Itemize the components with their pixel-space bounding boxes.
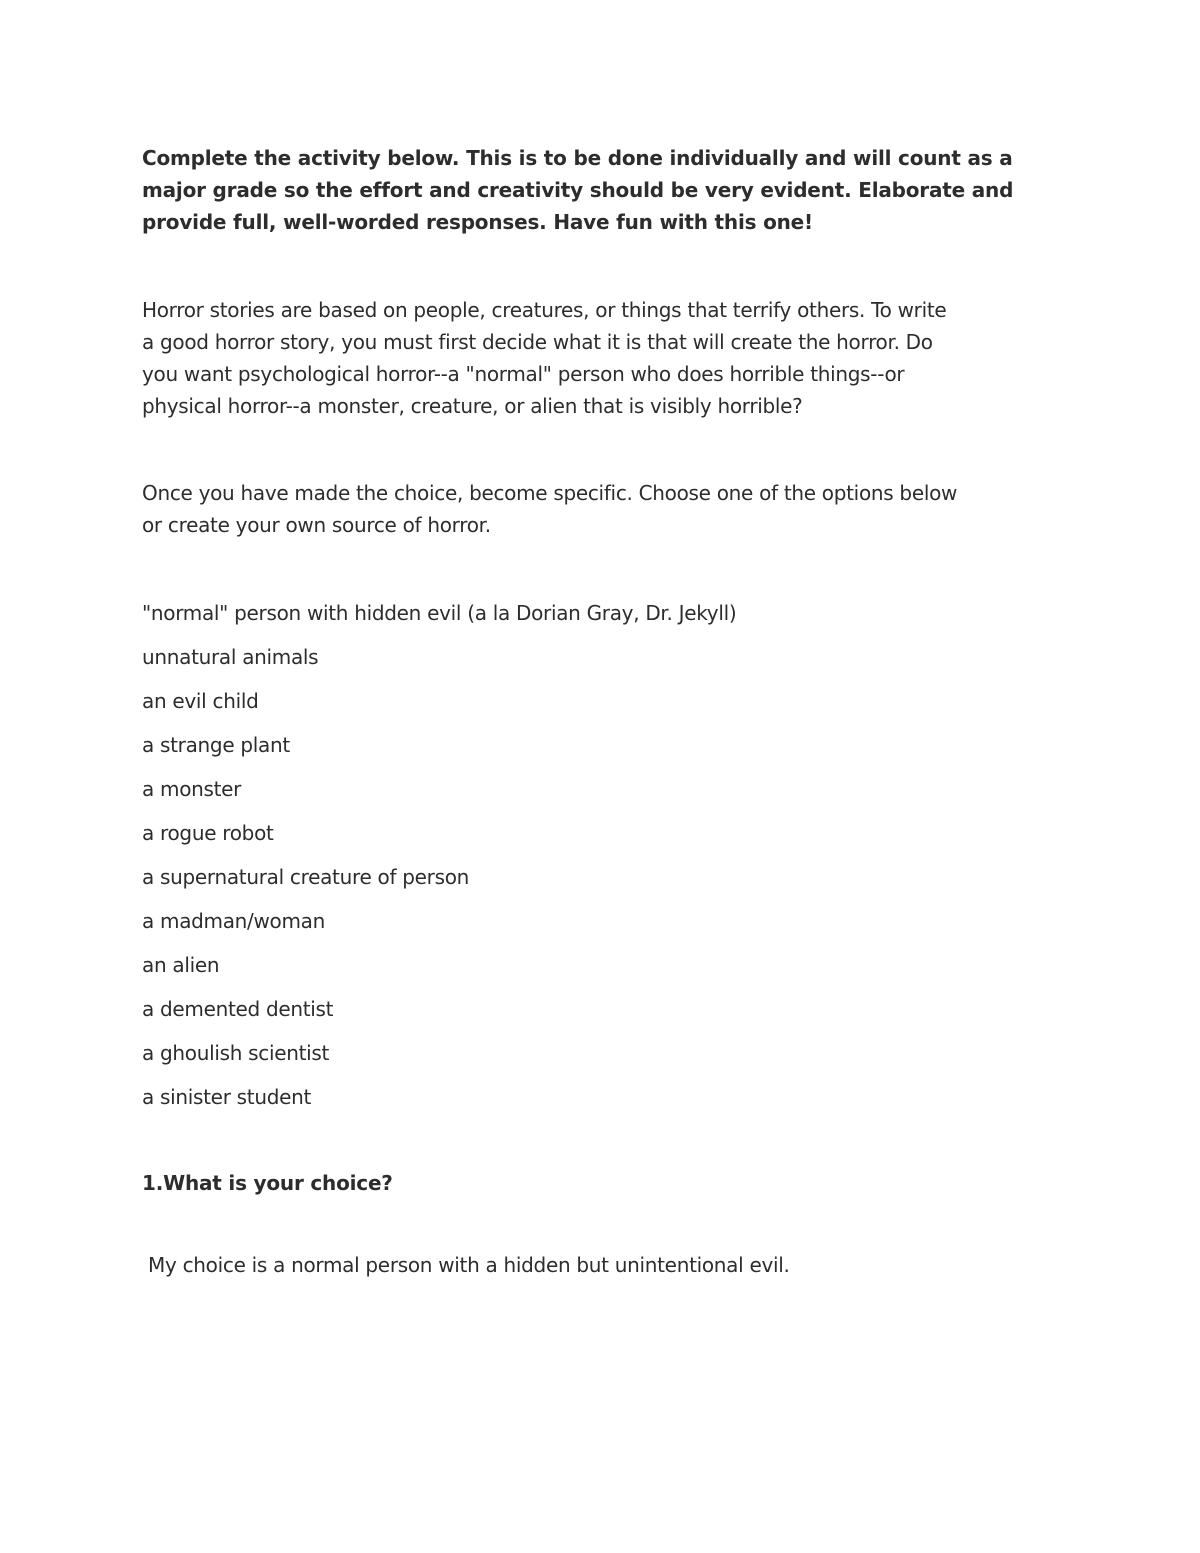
list-item: "normal" person with hidden evil (a la Dorian Gray, Dr. Jekyll): [142, 601, 737, 625]
question: [142, 1167, 393, 1199]
list-item: a madman/woman: [142, 909, 326, 933]
text-line: Horror stories are based on people, creatures, or things that terrify others. To write: [142, 298, 947, 322]
text-line: or create your own source of horror.: [142, 513, 491, 537]
list-item: a supernatural creature of person: [142, 865, 470, 889]
choose-paragraph: [142, 477, 957, 541]
text-line: major grade so the effort and creativity should be very evident. Elaborate and: [142, 178, 1014, 202]
intro-paragraph: [142, 294, 946, 422]
list-item: a rogue robot: [142, 821, 274, 845]
list-item: unnatural animals: [142, 645, 319, 669]
list-item: an alien: [142, 953, 220, 977]
list-item: a demented dentist: [142, 997, 334, 1021]
text-line: Complete the activity below. This is to be done individually and will count as a: [142, 146, 1013, 170]
text-line: a good horror story, you must first decide what it is that will create the horror. Do: [142, 330, 933, 354]
answer-text: My choice is a normal person with a hidden but unintentional evil.: [142, 1253, 790, 1277]
list-item: a sinister student: [142, 1085, 312, 1109]
text-line: you want psychological horror--a "normal" person who does horrible things--or: [142, 362, 905, 386]
instructions: [142, 142, 1013, 238]
answer: [142, 1211, 790, 1300]
text-line: physical horror--a monster, creature, or alien that is visibly horrible?: [142, 394, 803, 418]
list-item: an evil child: [142, 689, 259, 713]
question-text: 1.What is your choice?: [142, 1171, 393, 1195]
text-line: provide full, well-worded responses. Have fun with this one!: [142, 210, 813, 234]
list-item: a strange plant: [142, 733, 290, 757]
options-list: [142, 591, 736, 1119]
list-item: a monster: [142, 777, 242, 801]
list-item: a ghoulish scientist: [142, 1041, 330, 1065]
text-line: Once you have made the choice, become specific. Choose one of the options below: [142, 481, 958, 505]
